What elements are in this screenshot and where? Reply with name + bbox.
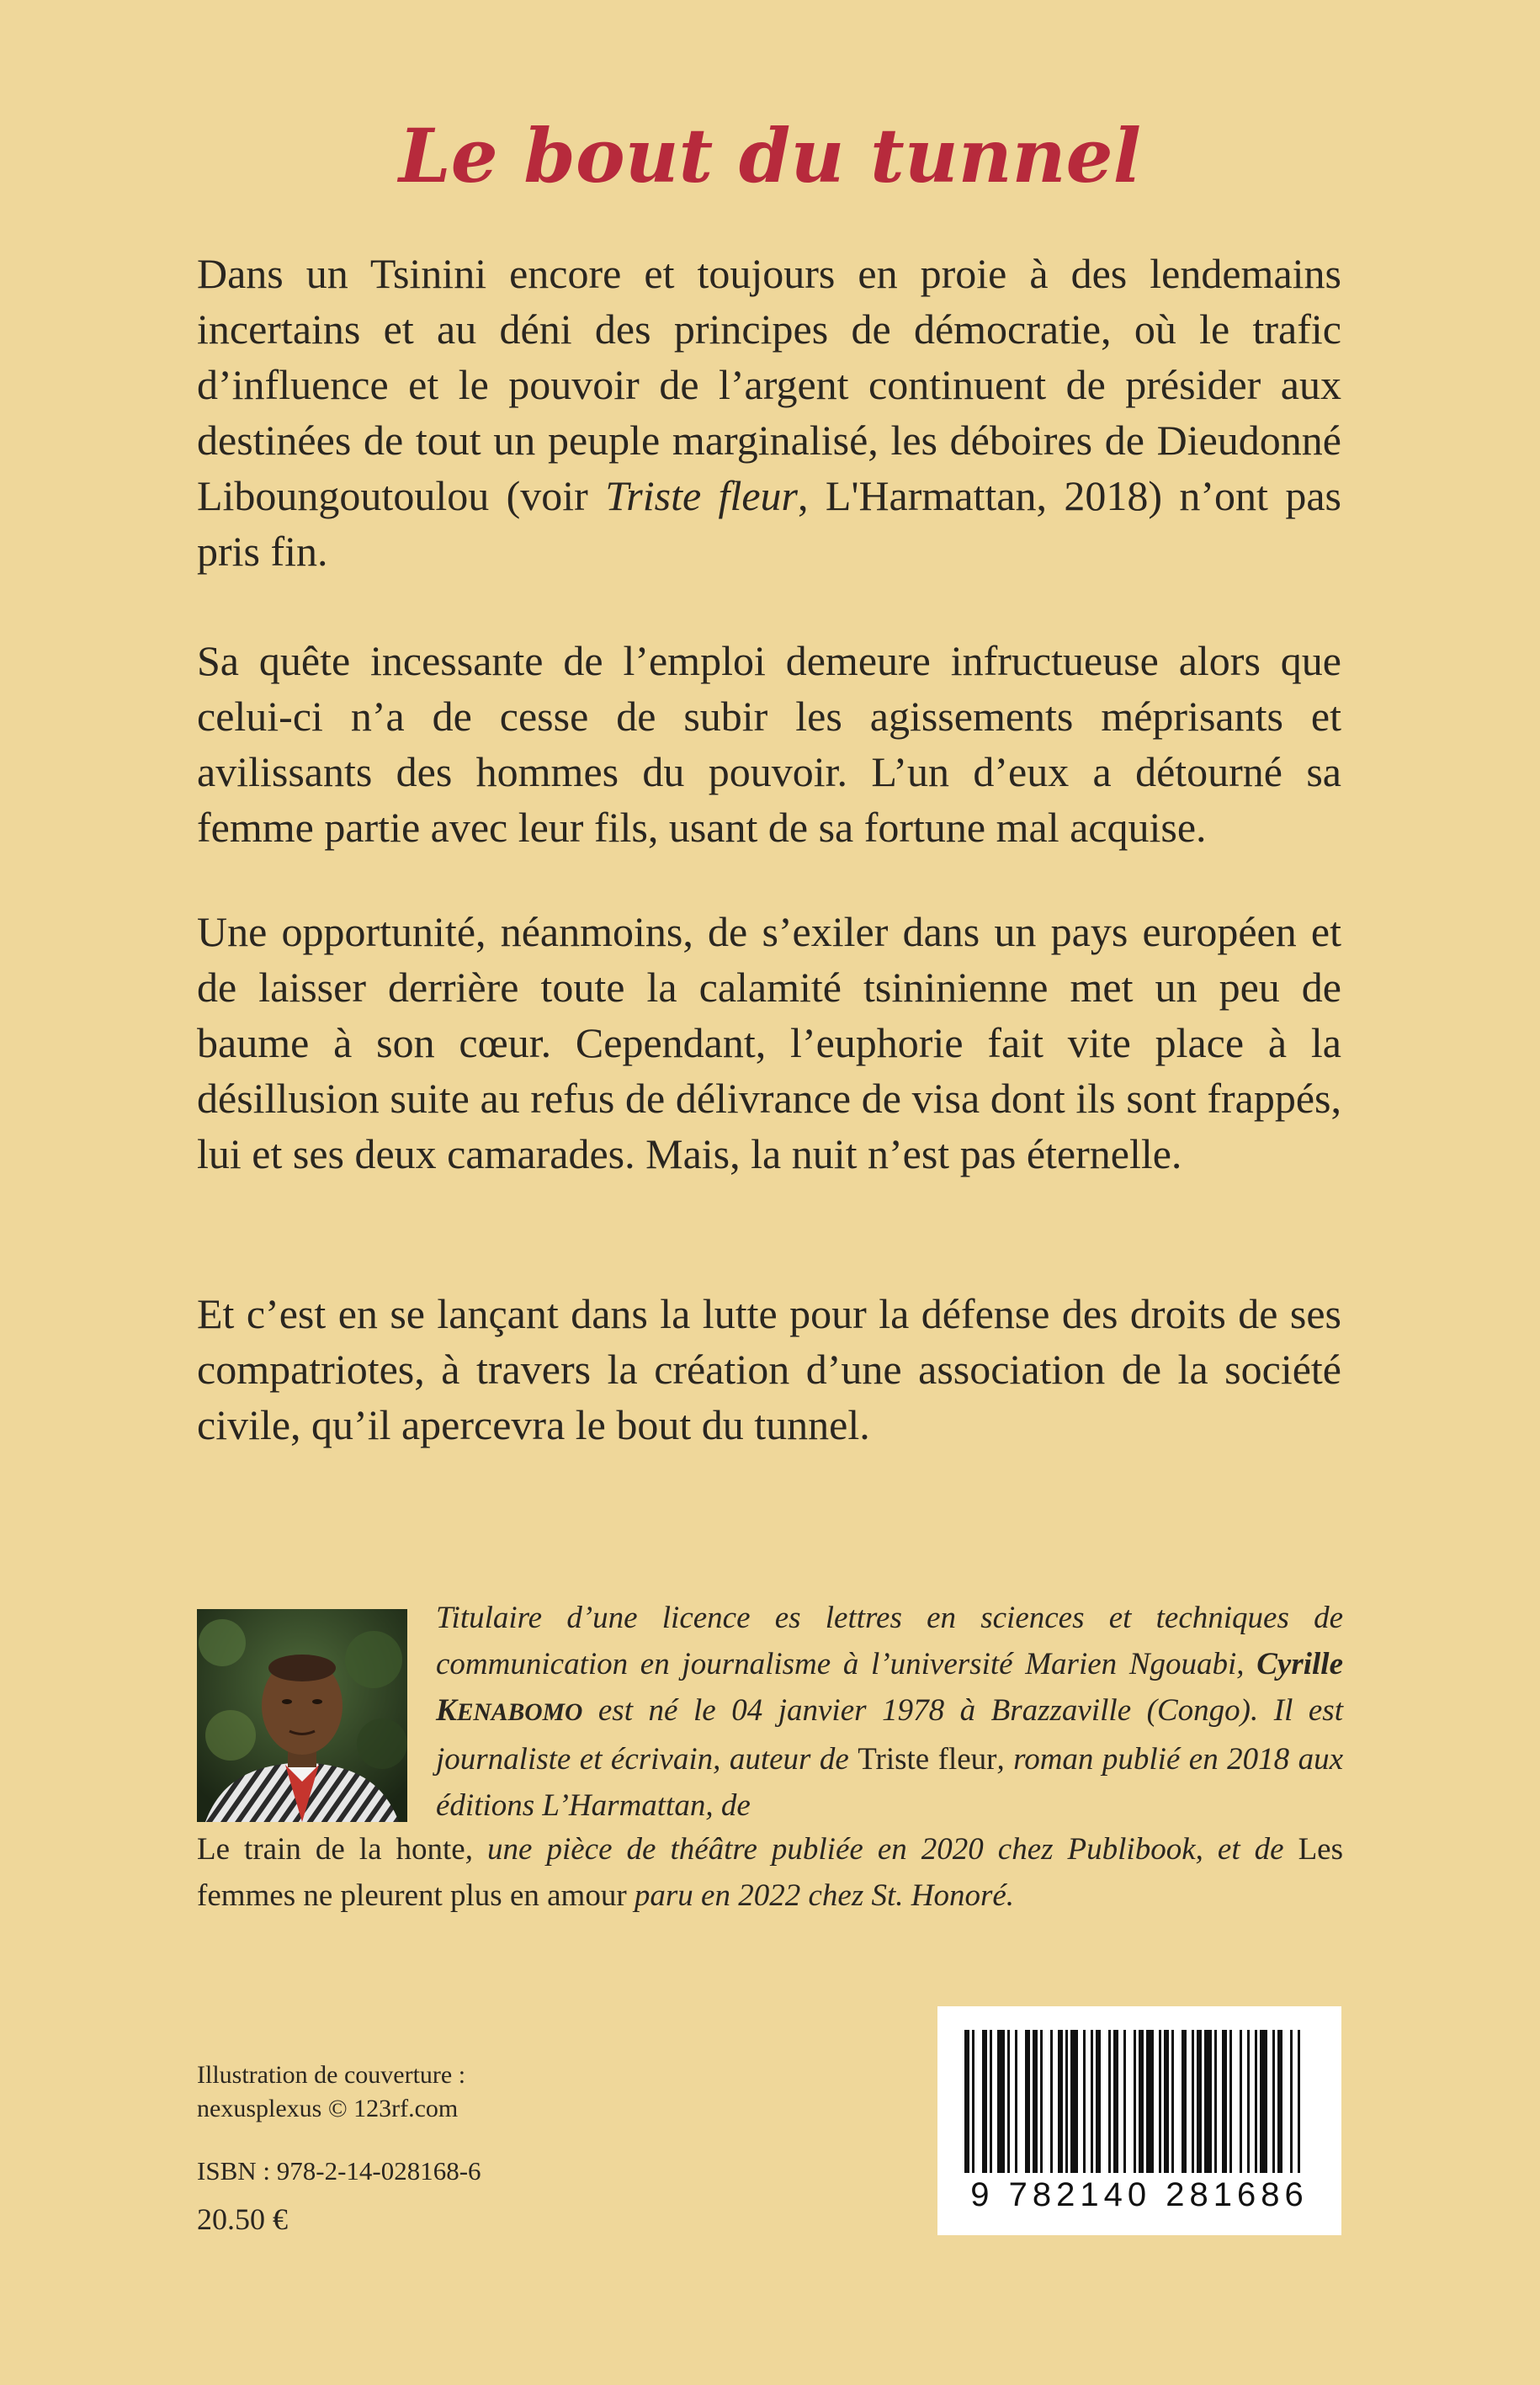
bio-text: Titulaire d’une licence es lettres en sciences et techniques de communication en journalisme à l’université Marien Ngouabi, bbox=[436, 1601, 1343, 1681]
barcode-bar bbox=[1272, 2030, 1275, 2173]
barcode-bar bbox=[1255, 2030, 1257, 2173]
barcode-bar bbox=[1290, 2030, 1293, 2173]
synopsis-text: Dans un Tsinini encore et toujours en proie à des lendemains incertains et au déni des principes de démocratie, où le trafic d’influence et le pouvoir de l’argent continuent de présider aux destinées de tout un peuple marginalisé, les déboires de Dieudonné Liboungoutoulou (voir bbox=[197, 250, 1341, 519]
barcode-bar bbox=[1159, 2030, 1161, 2173]
barcode-bar bbox=[1197, 2030, 1202, 2173]
barcode-bar bbox=[1298, 2030, 1300, 2173]
synopsis-paragraph-4: Et c’est en se lançant dans la lutte pour la défense des droits de ses compatriotes, à travers la création d’une association de la société civile, qu’il apercevra le bout du tunnel. bbox=[197, 1290, 1341, 1448]
barcode-bar bbox=[1070, 2030, 1078, 2173]
synopsis-paragraph-3: Une opportunité, néanmoins, de s’exiler dans un pays européen et de laisser derrière toute la calamité tsininienne met un peu de baume à son cœur. Cependant, l’euphorie fait vite place à la désillusion suite au refus de délivrance de visa dont ils sont frappés, lui et ses deux camarades. Mais, la nuit n’est pas éternelle. bbox=[197, 908, 1341, 1177]
barcode-bar bbox=[982, 2030, 987, 2173]
barcode-bar bbox=[1040, 2030, 1043, 2173]
author-bio-top bbox=[436, 1595, 1343, 1829]
barcode-bar bbox=[1229, 2030, 1232, 2173]
barcode-bar bbox=[1192, 2030, 1194, 2173]
bio-text: paru en 2022 chez St. Honoré. bbox=[626, 1878, 1015, 1913]
author-portrait-image bbox=[197, 1609, 407, 1822]
barcode-bar bbox=[1050, 2030, 1053, 2173]
synopsis-paragraph-2: Sa quête incessante de l’emploi demeure infructueuse alors que celui-ci n’a de cesse de subir les agissements méprisants et avilissants des hommes du pouvoir. L’un d’eux a détourné sa femme partie avec leur fils, usant de sa fortune mal acquise. bbox=[197, 637, 1341, 851]
barcode-bar bbox=[1033, 2030, 1038, 2173]
barcode-bar bbox=[1113, 2030, 1118, 2173]
barcode-digits: 9 782140 281686 bbox=[970, 2176, 1309, 2213]
barcode-bar bbox=[972, 2030, 974, 2173]
barcode-bar bbox=[1182, 2030, 1187, 2173]
credit-line-2: nexusplexus © 123rf.com bbox=[197, 2095, 459, 2122]
barcode-bars bbox=[937, 2006, 1341, 2183]
synopsis-text: , L'Harmattan, 2018) n’ont pas pris fin. bbox=[197, 472, 1342, 575]
barcode-bar bbox=[1164, 2030, 1169, 2173]
barcode-bar bbox=[1007, 2030, 1010, 2173]
book-reference: Triste fleur bbox=[605, 472, 798, 519]
barcode-bar bbox=[990, 2030, 992, 2173]
bio-text: , une pièce de théâtre publiée en 2020 chez Publibook, et de bbox=[465, 1832, 1298, 1867]
barcode-bar bbox=[1134, 2030, 1136, 2173]
bio-text: est né le 04 janvier 1978 à Brazzaville (Congo). Il est journaliste et écrivain, auteur de bbox=[436, 1693, 1343, 1777]
synopsis-paragraph-1 bbox=[197, 246, 1341, 579]
barcode-bar bbox=[1260, 2030, 1267, 2173]
author-bio-bottom bbox=[197, 1826, 1343, 1919]
isbn: ISBN : 978-2-14-028168-6 bbox=[197, 2156, 481, 2186]
book-title-reference: Triste fleur bbox=[858, 1742, 997, 1777]
book-title: Le bout du tunnel bbox=[398, 112, 1142, 199]
credit-line-1: Illustration de couverture : bbox=[197, 2061, 466, 2089]
barcode-bar bbox=[1171, 2030, 1174, 2173]
cover-credit bbox=[197, 2058, 465, 2126]
barcode-bar bbox=[1240, 2030, 1242, 2173]
book-title-reference: Les femmes ne pleurent plus en amour bbox=[197, 1832, 1343, 1913]
author-photo bbox=[197, 1609, 407, 1822]
barcode-bar bbox=[1204, 2030, 1212, 2173]
barcode-bar bbox=[1214, 2030, 1217, 2173]
barcode-bar bbox=[1146, 2030, 1154, 2173]
barcode-bar bbox=[1222, 2030, 1227, 2173]
barcode-bar bbox=[1277, 2030, 1282, 2173]
barcode-bar bbox=[997, 2030, 1005, 2173]
barcode-bar bbox=[1247, 2030, 1250, 2173]
barcode-bar bbox=[1015, 2030, 1017, 2173]
barcode-bar bbox=[1108, 2030, 1111, 2173]
barcode-bar bbox=[1139, 2030, 1144, 2173]
barcode-bar bbox=[1025, 2030, 1030, 2173]
barcode-bar bbox=[1065, 2030, 1068, 2173]
barcode-bar bbox=[1123, 2030, 1126, 2173]
author-name: Cyrille KENABOMO bbox=[436, 1647, 1343, 1728]
barcode-bar bbox=[964, 2030, 969, 2173]
price: 20.50 € bbox=[197, 2202, 288, 2236]
barcode-bar bbox=[1091, 2030, 1093, 2173]
bio-text-cont: , roman publié en 2018 aux éditions L’Harmattan, de bbox=[436, 1742, 1343, 1823]
barcode-bar bbox=[1096, 2030, 1101, 2173]
book-title-reference: Le train de la honte bbox=[197, 1832, 465, 1867]
barcode-bar bbox=[1058, 2030, 1063, 2173]
barcode bbox=[937, 2006, 1341, 2235]
barcode-bar bbox=[1083, 2030, 1086, 2173]
